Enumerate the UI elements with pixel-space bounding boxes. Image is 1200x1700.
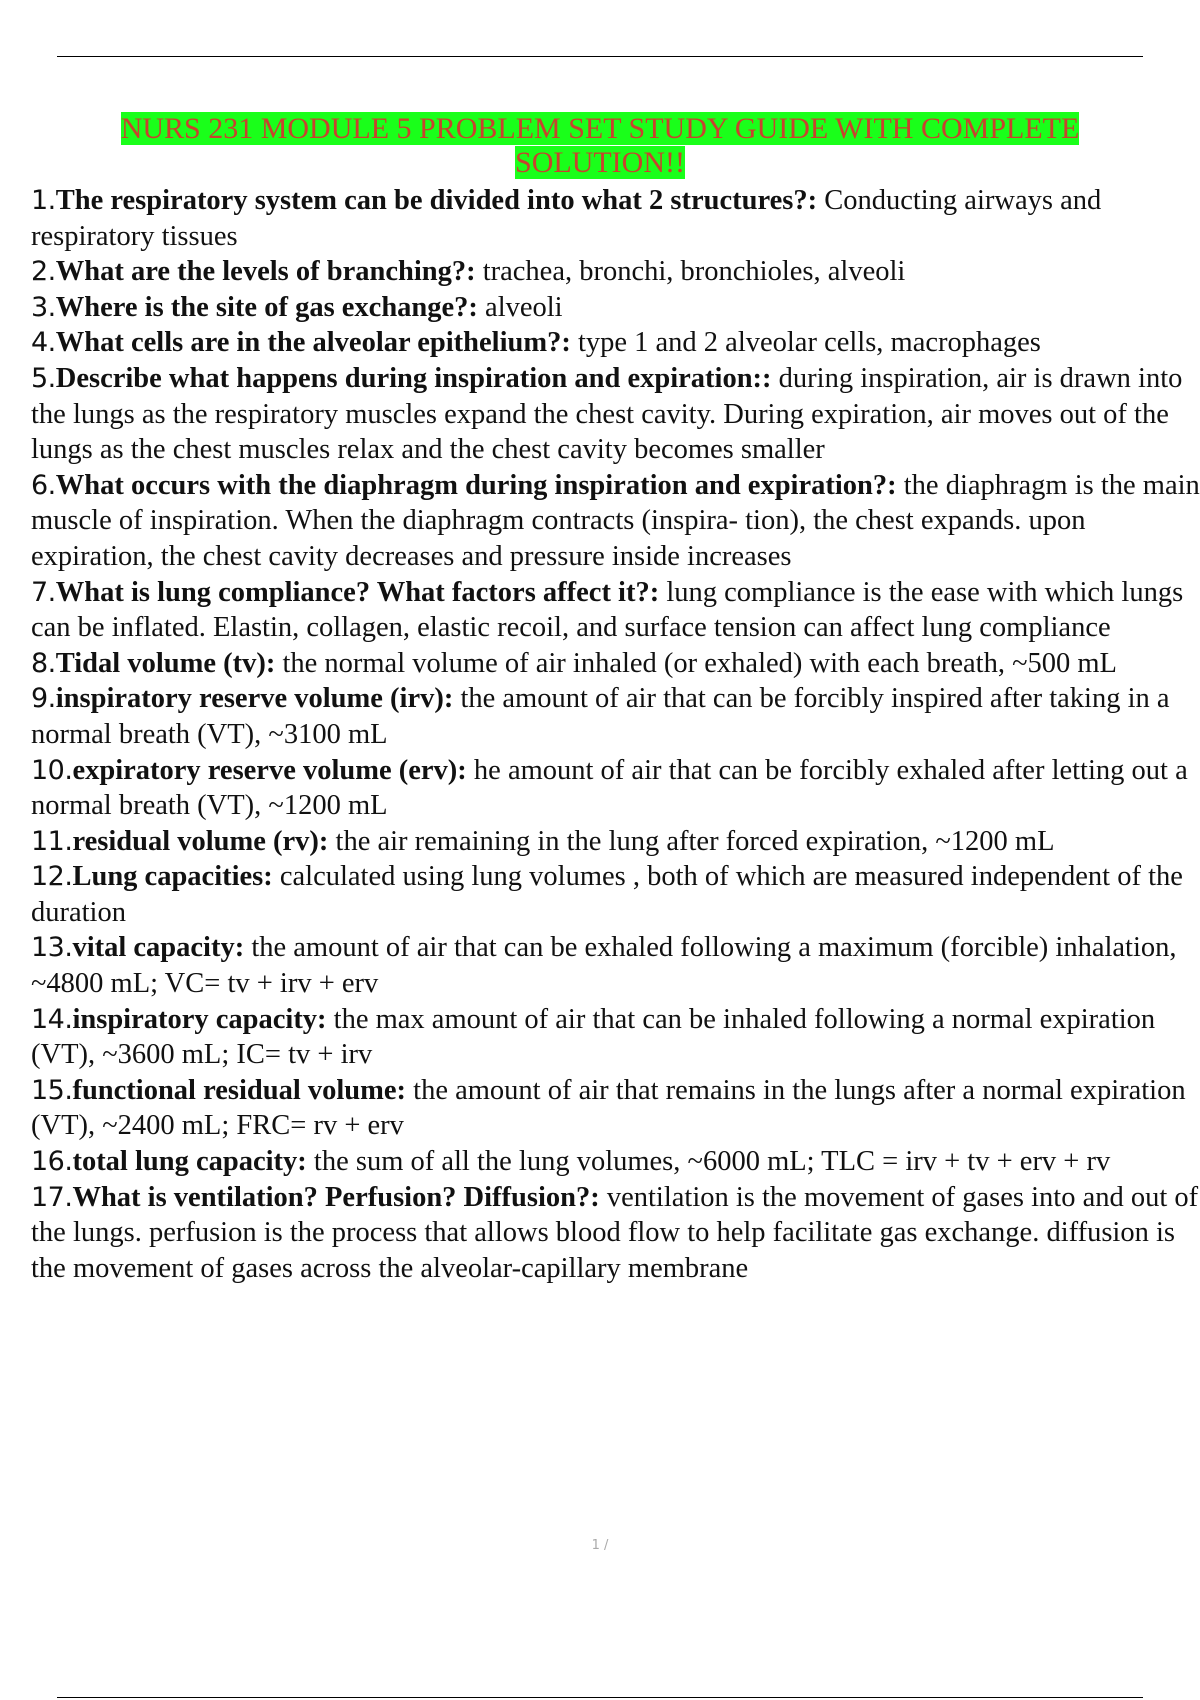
item-answer: Conducting airways and respiratory tissues	[31, 185, 1102, 252]
item-question: What is ventilation? Perfusion? Diffusion?:	[72, 1181, 600, 1213]
qa-item-11	[31, 824, 1200, 860]
qa-item-13	[31, 930, 1200, 1001]
item-answer: he amount of air that can be forcibly exhaled after letting out a normal breath (VT), ~1200 mL	[31, 754, 1188, 822]
item-question: vital capacity:	[72, 932, 245, 964]
item-question: What occurs with the diaphragm during inspiration and expiration?:	[55, 469, 897, 501]
page-number: 1 /	[591, 1538, 609, 1553]
item-number: 17.	[31, 1181, 73, 1213]
qa-item-10	[31, 753, 1200, 824]
qa-item-15	[31, 1073, 1200, 1144]
qa-item-4	[31, 325, 1200, 361]
item-number: 15.	[31, 1074, 73, 1106]
item-number: 4.	[31, 327, 56, 359]
item-question: Lung capacities:	[72, 861, 273, 893]
item-question: What is lung compliance? What factors affect it?:	[55, 576, 660, 608]
item-answer: ventilation is the movement of gases into and out of the lungs. perfusion is the process that allows blood flow to help facilitate gas exchange. diffusion is the movement of gases across the alveolar-capillary membrane	[31, 1181, 1199, 1284]
qa-item-12	[31, 859, 1200, 930]
item-answer: alveoli	[485, 291, 563, 323]
top-rule	[57, 56, 1143, 57]
qa-item-2	[31, 254, 1200, 290]
item-answer: lung compliance is the ease with which lungs can be inflated. Elastin, collagen, elastic recoil, and surface tension can affect lung compliance	[31, 576, 1184, 644]
qa-item-1	[31, 183, 1200, 254]
item-answer: the sum of all the lung volumes, ~6000 mL; TLC = irv + tv + erv + rv	[313, 1146, 1111, 1178]
item-number: 3.	[31, 291, 56, 323]
qa-item-6	[31, 468, 1200, 575]
item-number: 8.	[31, 647, 56, 679]
item-question: total lung capacity:	[72, 1146, 307, 1178]
item-answer: the amount of air that can be forcibly inspired after taking in a normal breath (VT), ~3100 mL	[31, 683, 1170, 750]
item-question: inspiratory reserve volume (irv):	[55, 683, 454, 715]
item-question: The respiratory system can be divided into what 2 structures?:	[55, 185, 818, 216]
item-question: Tidal volume (tv):	[55, 647, 276, 679]
qa-list	[31, 183, 1200, 1286]
item-question: functional residual volume:	[72, 1074, 407, 1106]
item-number: 5.	[31, 362, 56, 394]
item-answer: calculated using lung volumes , both of which are measured independent of the duration	[31, 861, 1183, 928]
item-question: Describe what happens during inspiration and expiration::	[55, 362, 772, 394]
item-answer: the amount of air that can be exhaled following a maximum (forcible) inhalation, ~4800 mL; VC= tv + irv + erv	[31, 932, 1177, 1000]
item-answer: the normal volume of air inhaled (or exhaled) with each breath, ~500 mL	[282, 647, 1117, 679]
item-number: 6.	[31, 469, 56, 501]
item-answer: the max amount of air that can be inhaled following a normal expiration (VT), ~3600 mL; IC= tv + irv	[31, 1003, 1156, 1071]
item-number: 10.	[31, 754, 73, 786]
qa-item-9	[31, 681, 1200, 752]
document-title	[0, 112, 1200, 180]
item-number: 7.	[31, 576, 56, 608]
item-question: inspiratory capacity:	[72, 1003, 327, 1035]
item-question: expiratory reserve volume (erv):	[72, 754, 467, 786]
bottom-rule	[57, 1697, 1143, 1698]
item-question: residual volume (rv):	[72, 825, 329, 857]
item-answer: the diaphragm is the main muscle of inspiration. When the diaphragm contracts (inspira- tion), the chest expands. upon expiration, the chest cavity decreases and pressure inside increases	[31, 469, 1200, 572]
qa-item-5	[31, 361, 1200, 468]
title-line-1: NURS 231 MODULE 5 PROBLEM SET STUDY GUIDE WITH COMPLETE	[120, 112, 1080, 145]
qa-item-17	[31, 1180, 1200, 1287]
item-answer: during inspiration, air is drawn into the lungs as the respiratory muscles expand the chest cavity. During expiration, air moves out of the lungs as the chest muscles relax and the chest cavity becomes smaller	[31, 362, 1183, 466]
item-question: Where is the site of gas exchange?:	[55, 291, 478, 323]
item-number: 11.	[31, 825, 73, 857]
title-line-2: SOLUTION!!	[515, 146, 685, 179]
item-number: 16.	[31, 1146, 73, 1178]
item-number: 13.	[31, 932, 73, 964]
item-number: 2.	[31, 256, 56, 288]
item-number: 9.	[31, 683, 56, 715]
item-answer: the amount of air that remains in the lungs after a normal expiration (VT), ~2400 mL; FRC= rv + erv	[31, 1074, 1186, 1142]
item-answer: trachea, bronchi, bronchioles, alveoli	[482, 256, 906, 288]
item-number: 14.	[31, 1003, 73, 1035]
item-answer: the air remaining in the lung after forced expiration, ~1200 mL	[335, 825, 1055, 857]
item-answer: type 1 and 2 alveolar cells, macrophages	[577, 327, 1041, 359]
item-question: What cells are in the alveolar epithelium?:	[55, 327, 571, 359]
qa-item-3	[31, 290, 1200, 326]
item-number: 1.	[31, 185, 56, 216]
qa-item-8	[31, 646, 1200, 682]
item-question: What are the levels of branching?:	[55, 256, 476, 288]
qa-item-14	[31, 1002, 1200, 1073]
qa-item-7	[31, 575, 1200, 646]
qa-item-16	[31, 1144, 1200, 1180]
item-number: 12.	[31, 861, 73, 893]
